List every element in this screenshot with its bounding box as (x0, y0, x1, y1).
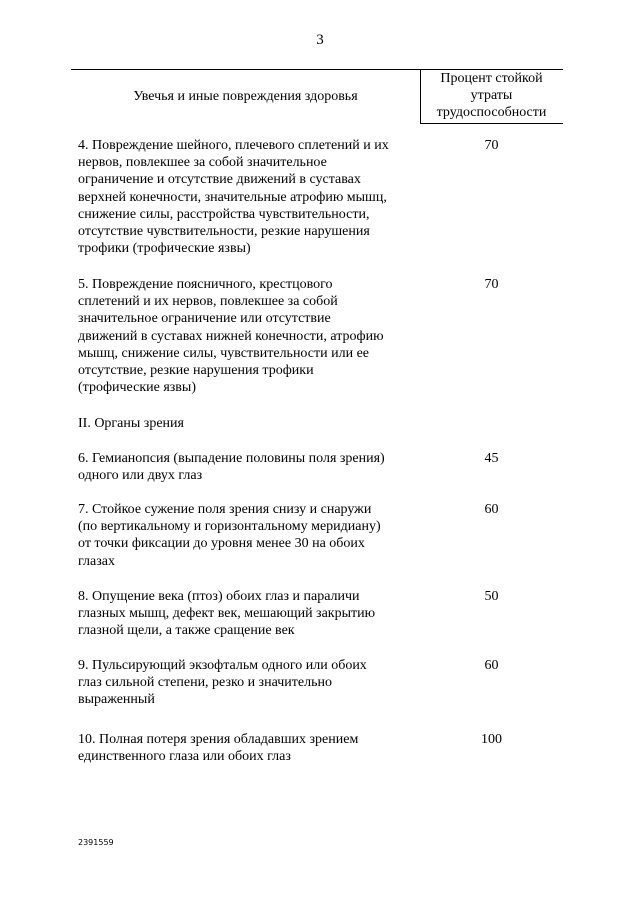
table-row-value: 100 (481, 732, 502, 747)
table-row-text: 7. Стойкое сужение поля зрения снизу и снаружи (по вертикальному и горизонтальному меридиану) от точки фиксации до уровня менее 30 на обоих глазах (78, 502, 381, 569)
table-row-text: 9. Пульсирующий экзофтальм одного или обоих глаз сильной степени, резко и значительно выраженный (78, 658, 367, 708)
table-row-value: 50 (484, 589, 499, 604)
table-row-value: 60 (484, 658, 499, 673)
section-title: II. Органы зрения (78, 416, 184, 431)
table-row-text: 8. Опущение века (птоз) обоих глаз и параличи глазных мышц, дефект век, мешающий закрытию глазной щели, а также сращение век (78, 589, 376, 639)
table-row-text: 5. Повреждение поясничного, крестцового сплетений и их нервов, повлекшее за собой значительное ограничение или отсутствие движений в суставах нижней конечности, атрофию мышц, снижение силы, чувствительности или ее отсутствие, резкие нарушения трофики (трофические язвы) (78, 277, 384, 396)
document-code: 2391559 (78, 838, 114, 847)
table-row-text: 4. Повреждение шейного, плечевого сплетений и их нервов, повлекшее за собой значительное ограничение и отсутствие движений в суставах верхней конечности, значительные атрофию мышц, снижение силы, расстройства чувствительности, отсутствие чувствительности, резкие нарушения трофики (трофические язвы) (78, 138, 389, 257)
table-row-text: 10. Полная потеря зрения обладавших зрением единственного глаза или обоих глаз (78, 732, 359, 765)
column-header-percent: Процент стойкой утраты трудоспособности (436, 71, 547, 120)
table-row-value: 70 (484, 277, 499, 292)
table-row-value: 70 (484, 138, 499, 153)
column-header-injuries: Увечья и иные повреждения здоровья (133, 89, 358, 104)
page-number: 3 (316, 32, 324, 48)
table-row-value: 60 (484, 502, 499, 517)
table-row-text: 6. Гемианопсия (выпадение половины поля зрения) одного или двух глаз (78, 451, 385, 484)
table-header-bottom-rule (420, 123, 563, 124)
table-row-value: 45 (484, 451, 499, 466)
